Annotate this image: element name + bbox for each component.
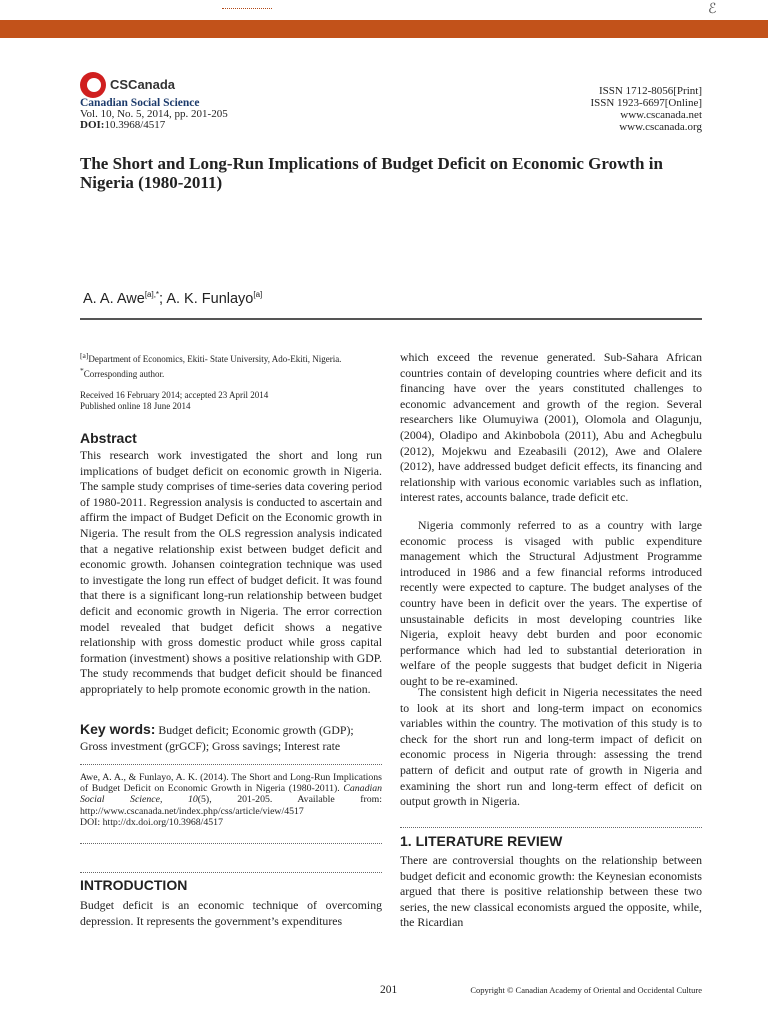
paper-title: The Short and Long-Run Implications of Budget Deficit on Economic Growth in Nigeria (1980-2011) [80,154,663,192]
citation-doi[interactable]: DOI: http://dx.doi.org/10.3968/4517 [80,816,223,828]
doi-label: DOI: [80,119,105,131]
top-white-strip [0,0,768,21]
logo-text: CSCanada [110,77,176,92]
doi-value: 10.3968/4517 [104,119,166,131]
site-link-2[interactable]: www.cscanada.org [619,121,702,133]
citation [80,772,382,828]
copyright: Copyright © Canadian Academy of Oriental and Occidental Culture [470,985,702,995]
page-number: 201 [380,984,398,996]
keywords-text: Budget deficit; Economic growth (GDP); Gross investment (grGCF); Gross savings; Interest rate [80,723,354,753]
top-dotted-line [222,8,272,9]
lit-heading: 1. LITERATURE REVIEW [400,833,563,849]
affil-sup: [a] [80,351,89,360]
affiliation-line [80,350,382,365]
issn-online: ISSN 1923-6697[Online] [590,97,702,109]
citation-issue: (5) [197,794,210,806]
citation-journal: Canadian Social Science, 10 [80,783,382,806]
title-rule [80,318,702,320]
author-sep: ; [159,290,167,307]
issn-block [590,85,702,133]
right-paragraph-2: Nigeria commonly referred to as a country with large economic process is visaged with public expenditure management which the Structural Adjustment Programme introduced in 1986 and a few financial reforms introduced recently were expected to capture. The budget analyses of the country have been in deficit over the years. The expertise of unsustainable deficits in most developing countries like Nigeria, exploit heavy debt burden and poor economic performance which had led to substantial deterioration in welfare of the people suggests that budget deficit in Nigeria ought to be re-examined. [400,518,702,688]
journal-doi [80,120,228,131]
citation-post: , 201-205. Available from: http://www.cscanada.net/index.php/css/article/view/4517 [80,794,383,817]
dates [80,390,382,412]
affil-text: Department of Economics, Ekiti- State University, Ado-Ekiti, Nigeria. [88,354,342,364]
intro-heading: INTRODUCTION [80,877,188,893]
affiliation [80,350,382,380]
site-link-1[interactable]: www.cscanada.net [620,109,702,121]
intro-divider [80,872,382,873]
abstract-text: This research work investigated the short and long run implications of budget deficit on economic growth in Nigeria. The sample study comprises of time-series data covering period of 1980-2011. Regression analysis is conducted to ascertain and affirm the impact of Budget Deficit on the Economic growth in Nigeria. The result from the OLS regression analysis indicated that a negative relationship exist between budget deficit and economic growth. Johansen cointegration technique was used to investigate the long run effect of budget deficit. It was found that there is a significant long-run relationship between budget deficit and economic growth in Nigeria. The error correction model revealed that budget deficit shows a negative relationship with gross domestic product while gross capital formation (investment) shows a positive relationship with GDP. The study recommends that budget deficit should be financed appropriately to help promote economic growth in the nation. [80,448,382,696]
published-date: Published online 18 June 2014 [80,401,191,411]
corr-sup: * [80,366,84,375]
citation-pre: Awe, A. A., & Funlayo, A. K. (2014). The Short and Long-Run Implications of Budget Deficit on Economic Growth in Nigeria (1980-2011). [80,772,382,795]
top-banner [0,0,768,38]
right-paragraph-4: There are controversial thoughts on the relationship between budget deficit and economic growth: the Keynesian economists argued that there is positive relationship between these two series, the new classical economists argued the opposite, while, the Ricardian [400,853,702,930]
author-2: A. K. Funlayo [166,290,254,307]
corresponding-line [80,365,382,380]
journal-volume: Vol. 10, No. 5, 2014, pp. 201-205 [80,108,228,120]
corr-text: Corresponding author. [83,369,165,379]
journal-name: Canadian Social Science [80,97,200,109]
journal-info [80,98,228,131]
author-2-affil: [a] [253,290,263,299]
citation-divider-bottom [80,843,382,844]
keywords-label: Key words: [80,721,156,737]
intro-text: Budget deficit is an economic technique of overcoming depression. It represents the government’s expenditures [80,898,382,928]
abstract-heading: Abstract [80,430,137,446]
right-paragraph-3: The consistent high deficit in Nigeria necessitates the need to look at its short and long-term impact on economics variables within the country. The motivation of this study is to check for the short run and long-term impact of deficit on economic process in Nigeria through: assessing the trend pattern of deficit and output rate of growth in Nigeria and examining the short run and long-term effect of deficit on output growth in Nigeria. [400,685,702,809]
author-1: A. A. Awe [83,290,145,307]
citation-divider-top [80,764,382,765]
lit-divider [400,827,702,828]
authors [83,290,262,307]
keywords [80,722,382,754]
right-paragraph-1: which exceed the revenue generated. Sub-Sahara African countries contain of developing countries where deficit and its financing have over the years constituted challenges to economic advancement and growth of the region. Several researchers like Olumuyiwa (2001), Olomola and Olagunju, (2004), Oladipo and Akinbobola (2011), Abu and Achegbulu (2012), Mojekwu and Ezeabasili (2012), Awe and Olalere (2012), have addressed budget deficit effects, its financing and relationship with various economic variables such as inflation, interest rates, accounts balance, trade deficit etc. [400,350,702,505]
cscanada-logo-icon [80,72,106,98]
received-date: Received 16 February 2014; accepted 23 April 2014 [80,390,269,400]
issn-print: ISSN 1712-8056[Print] [599,85,702,97]
corner-mark-icon: ℰ [708,1,717,17]
author-1-affil: [a],* [144,290,160,299]
